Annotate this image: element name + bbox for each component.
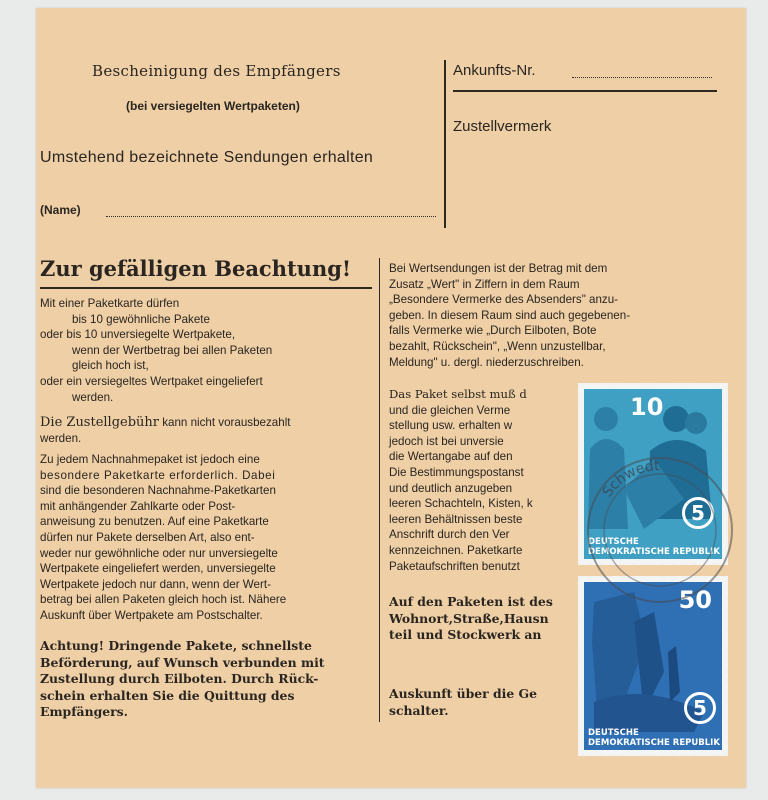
stamp-10-value: 10 (630, 393, 664, 421)
postmark-cancellation (560, 430, 760, 630)
text-line: bezahlt, Rückschein", „Wenn unzustellbar, (389, 339, 606, 353)
stamp-10-five-year-emblem: 5 (682, 497, 714, 529)
text-line: jedoch ist bei unversie (389, 434, 504, 448)
column-divider (379, 258, 380, 722)
top-divider (444, 60, 446, 228)
notice-paragraph-2 (40, 415, 291, 446)
text-line: Auskunft über Wertpakete am Postschalter. (40, 608, 263, 622)
text-line: Zustellung durch Eilboten. Durch Rück- (40, 671, 319, 686)
text-line: leeren Behältnissen beste (389, 512, 523, 526)
text-line: Anschrift durch den Ver (389, 528, 510, 542)
text-line: Beförderung, auf Wunsch verbunden mit (40, 654, 325, 670)
stamp-50-country (588, 728, 720, 748)
stamp-10-country-line1: DEUTSCHE (588, 537, 639, 547)
text-line: betrag bei allen Paketen gleich hoch ist. Nähere (40, 593, 287, 607)
notice-paragraph-3 (40, 452, 286, 624)
text-line: anweisung zu benutzen. Auf eine Paketkarte (40, 515, 269, 529)
text-line: teil und Stockwerk an (389, 627, 542, 642)
right-paragraph-3 (389, 594, 553, 644)
postmark-town-path: Schwedt (599, 457, 660, 501)
text-line: leeren Schachteln, Kisten, k (389, 497, 533, 511)
notice-heading-rule (40, 287, 372, 289)
text-line: schalter. (389, 702, 449, 718)
text-line: oder bis 10 unversiegelte Wertpakete, (40, 328, 236, 342)
text-line: Zusatz „Wert" in Ziffern in dem Raum (389, 277, 580, 291)
text-line: die Wertangabe auf den (389, 450, 513, 464)
arrival-number-label: Ankunfts-Nr. (453, 62, 536, 79)
text-line: oder ein versiegeltes Wertpaket eingeliefert (40, 374, 263, 388)
receipt-subtitle: (bei versiegelten Wertpaketen) (126, 99, 300, 113)
right-paragraph-1 (389, 261, 630, 370)
delivery-note-label: Zustellvermerk (453, 118, 552, 135)
text-line: Bei Wertsendungen ist der Betrag mit dem (389, 262, 608, 275)
right-paragraph-4 (389, 686, 537, 719)
receipt-title: Bescheinigung des Empfängers (92, 62, 341, 80)
name-line[interactable] (106, 216, 436, 217)
text-line: Zu jedem Nachnahmepaket ist jedoch eine (40, 453, 260, 466)
receipt-statement: Umstehend bezeichnete Sendungen erhalten (40, 149, 374, 166)
text-line: werden. (40, 431, 82, 445)
text-line: kennzeichnen. Paketkarte (389, 543, 523, 557)
text-line: werden. (72, 390, 114, 404)
text-line (40, 415, 291, 431)
text-line: Wohnort,Straße,Hausn (389, 610, 549, 626)
text-line: Empfängers. (40, 704, 128, 719)
text-line: gleich hoch ist, (72, 359, 149, 373)
stamp-10-country-line2: DEMOKRATISCHE REPUBLIK (588, 547, 720, 557)
stamp-50-value: 50 (678, 586, 712, 614)
text-line: stellung usw. erhalten w (389, 419, 513, 433)
arrival-number-line[interactable] (572, 77, 712, 78)
text-line: Paketaufschriften benutzt (389, 559, 520, 573)
text-line: Die Bestimmungspostanst (389, 465, 524, 479)
text-line: Auskunft über die Ge (389, 686, 537, 701)
text-line: „Besondere Vermerke des Absenders" anzu- (389, 293, 619, 307)
notice-paragraph-1 (40, 296, 272, 405)
notice-heading: Zur gefälligen Beachtung! (40, 256, 352, 281)
text-line: Mit einer Paketkarte dürfen (40, 297, 180, 310)
text-line: besondere Paketkarte erforderlich. Dabei (40, 468, 276, 482)
text-line: geben. In diesem Raum sind auch gegebenen- (389, 308, 631, 322)
text-line: weder nur gewöhnliche oder nur unversiegelte (40, 546, 278, 560)
right-paragraph-2 (389, 387, 533, 574)
text-line: und deutlich anzugeben (389, 481, 513, 495)
text-line: falls Vermerke wie „Durch Eilboten, Bote (389, 324, 597, 338)
text-line: und die gleichen Verme (389, 403, 511, 417)
text-line: Auf den Paketen ist des (389, 594, 553, 609)
text-line: Achtung! Dringende Pakete, schnellste (40, 638, 312, 653)
text-line: Das Paket selbst muß d (389, 387, 527, 401)
text-line: Meldung" u. dergl. niederzuschreiben. (389, 355, 584, 369)
text-line: wenn der Wertbetrag bei allen Paketen (72, 343, 273, 357)
text-line: Wertpakete eingeliefert werden, unversiegelte (40, 562, 276, 576)
stamp-50-five-year-emblem: 5 (684, 692, 716, 724)
text-line: sind die besonderen Nachnahme-Paketkarten (40, 484, 276, 498)
text-line: Wertpakete jedoch nur dann, wenn der Wert- (40, 577, 271, 591)
arrival-underline (453, 90, 717, 92)
text-line: bis 10 gewöhnliche Pakete (72, 312, 210, 326)
stamp-50-country-line1: DEUTSCHE (588, 728, 639, 738)
name-label: (Name) (40, 203, 81, 217)
text-line: mit anhängender Zahlkarte oder Post- (40, 499, 236, 513)
stamp-50-country-line2: DEMOKRATISCHE REPUBLIK (588, 738, 720, 748)
fee-text: kann nicht vorausbezahlt (159, 416, 291, 429)
text-line: dürfen nur Pakete derselben Art, also ent- (40, 530, 255, 544)
fee-heading: Die Zustellgebühr (40, 415, 160, 430)
text-line: schein erhalten Sie die Quittung des (40, 687, 295, 703)
notice-paragraph-4 (40, 638, 325, 721)
